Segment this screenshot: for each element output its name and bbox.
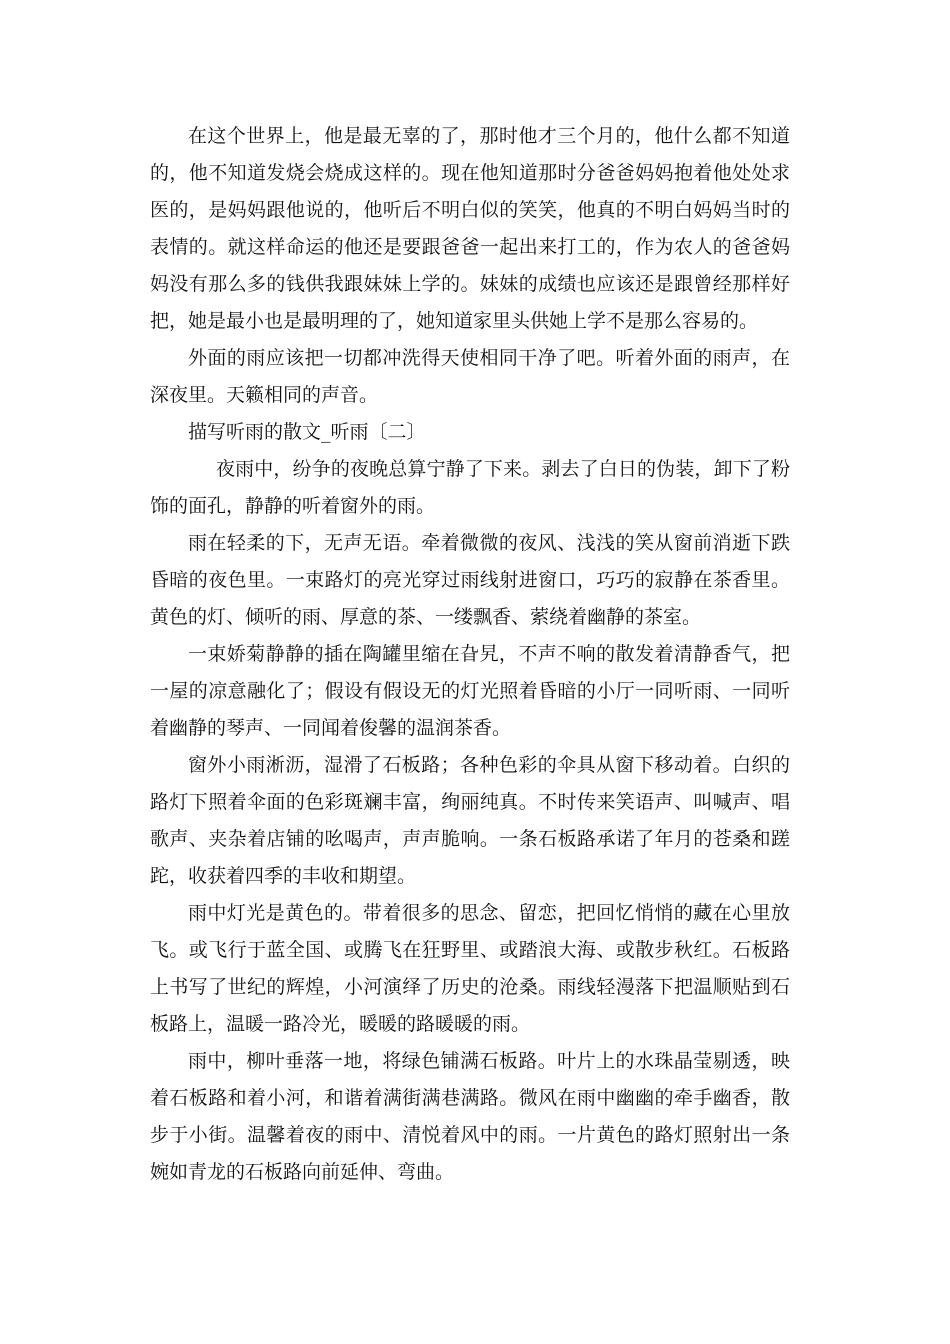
paragraph-7: 雨中灯光是黄色的。带着很多的思念、留恋，把回忆悄悄的藏在心里放飞。或飞行于蓝全国、或腾飞在狂野里、或踏浪大海、或散步秋红。石板路上书写了世纪的辉煌，小河演绎了历史的沧桑。雨线轻漫落下把温顺贴到石板路上，温暖一路冷光，暖暖的路暖暖的雨。 [150,902,790,1035]
paragraph-4: 雨在轻柔的下，无声无语。牵着微微的夜风、浅浅的笑从窗前消逝下跌昏暗的夜色里。一束路灯的亮光穿过雨线射进窗口，巧巧的寂静在茶香里。黄色的灯、倾听的雨、厚意的茶、一缕飘香、萦绕着幽静的茶室。 [150,532,790,628]
section-heading: 描写听雨的散文_听雨〔二〕 [188,421,426,443]
paragraph-8: 雨中，柳叶垂落一地，将绿色铺满石板路。叶片上的水珠晶莹剔透，映着石板路和着小河，和谐着满街满巷满路。微风在雨中幽幽的牵手幽香，散步于小街。温馨着夜的雨中、清悦着风中的雨。一片黄色的路灯照射出一条婉如青龙的石板路向前延伸、弯曲。 [150,1050,790,1183]
paragraph-1: 在这个世界上，他是最无辜的了，那时他才三个月的，他什么都不知道的，他不知道发烧会烧成这样的。现在他知道那时分爸爸妈妈抱着他处处求医的，是妈妈跟他说的，他听后不明白似的笑笑，他真的不明白妈妈当时的表情的。就这样命运的他还是要跟爸爸一起出来打工的，作为农人的爸爸妈妈没有那么多的钱供我跟妹妹上学的。妹妹的成绩也应该还是跟曾经那样好把，她是最小也是最明理的了，她知道家里头供她上学不是那么容易的。 [150,125,790,332]
paragraph-5: 一束娇菊静静的插在陶罐里缩在旮旯，不声不响的散发着清静香气，把一屋的凉意融化了；假设有假设无的灯光照着昏暗的小厅一同听雨、一同听着幽静的琴声、一同闻着俊馨的温润茶香。 [150,643,790,739]
paragraph-6: 窗外小雨淅沥，湿滑了石板路；各种色彩的伞具从窗下移动着。白织的路灯下照着伞面的色彩斑斓丰富，绚丽纯真。不时传来笑语声、叫喊声、唱歌声、夹杂着店铺的吆喝声，声声脆响。一条石板路承诺了年月的苍桑和蹉跎，收获着四季的丰收和期望。 [150,754,790,887]
paragraph-2: 外面的雨应该把一切都冲洗得天使相同干净了吧。听着外面的雨声，在深夜里。天籁相同的声音。 [150,347,790,406]
paragraph-3: 夜雨中，纷争的夜晚总算宁静了下来。剥去了白日的伪装，卸下了粉饰的面孔，静静的听着窗外的雨。 [150,458,790,517]
document-page [150,118,790,1191]
